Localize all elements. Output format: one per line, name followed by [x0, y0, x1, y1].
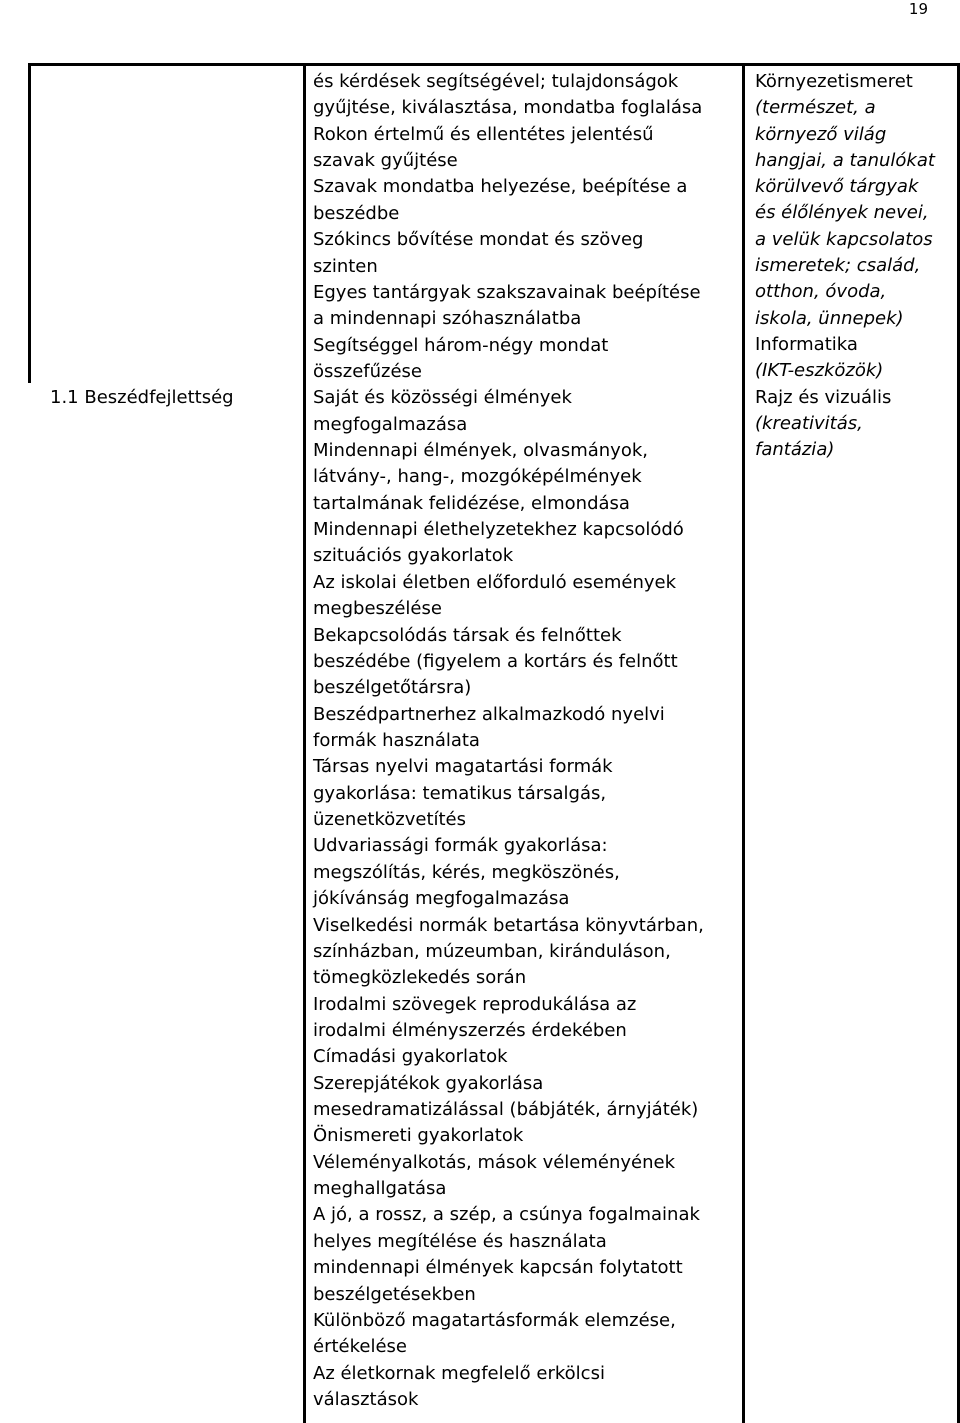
column-divider-2: [742, 63, 745, 1423]
activity-line: összefűzése: [313, 360, 423, 382]
activity-line: beszédébe (figyelem a kortárs és felnőtt: [313, 650, 678, 672]
activity-line: A jó, a rossz, a szép, a csúnya fogalmainak: [313, 1204, 700, 1226]
activity-line: tömegközlekedés során: [313, 967, 527, 989]
activity-line: Beszédpartnerhez alkalmazkodó nyelvi: [313, 703, 665, 725]
link-line: ismeretek; család,: [755, 255, 921, 277]
activity-line: megfogalmazása: [313, 413, 468, 435]
activity-line: beszélgetőtársra): [313, 677, 472, 699]
activity-line: mindennapi élmények kapcsán folytatott: [313, 1257, 683, 1279]
link-line: (természet, a: [755, 97, 876, 119]
page-number: 19: [908, 0, 928, 18]
activity-line: tartalmának felidézése, elmondása: [313, 492, 630, 514]
cross-curricular-links-cell: [755, 69, 955, 463]
activity-line: Bekapcsolódás társak és felnőttek: [313, 624, 622, 646]
column-divider-1: [303, 63, 306, 1423]
activity-line: beszélgetésekben: [313, 1283, 476, 1305]
activity-line: szituációs gyakorlatok: [313, 545, 514, 567]
activity-line: megbeszélése: [313, 598, 442, 620]
activity-line: Rokon értelmű és ellentétes jelentésű: [313, 123, 654, 145]
activity-line: Az életkornak megfelelő erkölcsi: [313, 1362, 605, 1384]
link-line: Környezetismeret: [755, 71, 913, 92]
activity-line: üzenetközvetítés: [313, 809, 467, 831]
link-line: otthon, óvoda,: [755, 281, 887, 303]
activity-line: a mindennapi szóhasználatba: [313, 308, 582, 330]
activity-line: Mindennapi élethelyzetekhez kapcsolódó: [313, 519, 684, 541]
activity-line: Társas nyelvi magatartási formák: [313, 756, 613, 778]
activity-line: gyakorlása: tematikus társalgás,: [313, 782, 607, 804]
activity-line: Irodalmi szövegek reprodukálása az: [313, 993, 637, 1015]
activity-line: Önismereti gyakorlatok: [313, 1125, 524, 1147]
activity-line: Udvariassági formák gyakorlása:: [313, 835, 608, 857]
link-line: környező világ: [755, 123, 887, 145]
activity-line: megszólítás, kérés, megköszönés,: [313, 861, 620, 883]
activity-line: irodalmi élményszerzés érdekében: [313, 1019, 627, 1041]
activity-line: Az iskolai életben előforduló események: [313, 571, 677, 593]
activity-line: jókívánság megfogalmazása: [313, 888, 570, 910]
activity-line: értékelése: [313, 1336, 407, 1358]
activities-cell: [313, 69, 733, 1413]
activity-line: színházban, múzeumban, kiránduláson,: [313, 940, 671, 962]
link-line: iskola, ünnepek): [755, 307, 904, 329]
link-line: fantázia): [755, 439, 835, 461]
activity-line: Egyes tantárgyak szakszavainak beépítése: [313, 281, 701, 303]
activity-line: mesedramatizálással (bábjáték, árnyjáték): [313, 1099, 699, 1121]
link-line: (IKT-eszközök): [755, 360, 884, 382]
activity-line: Szókincs bővítése mondat és szöveg: [313, 229, 644, 251]
activity-line: szavak gyűjtése: [313, 150, 458, 172]
activity-line: és kérdések segítségével; tulajdonságok: [313, 71, 679, 92]
activity-line: Különböző magatartásformák elemzése,: [313, 1309, 676, 1331]
activity-line: szinten: [313, 255, 378, 277]
activity-line: formák használata: [313, 729, 480, 751]
activity-line: gyűjtése, kiválasztása, mondatba foglalása: [313, 97, 703, 119]
topic-label: 1.1 Beszédfejlettség: [50, 387, 234, 408]
activity-line: választások: [313, 1388, 419, 1410]
activity-line: helyes megítélése és használata: [313, 1230, 607, 1252]
link-line: hangjai, a tanulókat: [755, 149, 935, 171]
activity-line: Mindennapi élmények, olvasmányok,: [313, 440, 648, 462]
activity-line: Segítséggel három-négy mondat: [313, 334, 609, 356]
activity-line: meghallgatása: [313, 1178, 447, 1200]
link-line: körülvevő tárgyak: [755, 176, 919, 198]
link-line: és élőlények nevei,: [755, 202, 929, 224]
activity-line: Véleményalkotás, mások véleményének: [313, 1151, 676, 1173]
activity-line: Szerepjátékok gyakorlása: [313, 1072, 544, 1094]
link-line: (kreativitás,: [755, 412, 863, 434]
activity-line: Címadási gyakorlatok: [313, 1046, 508, 1068]
link-line: Informatika: [755, 333, 858, 355]
activity-line: látvány-, hang-, mozgóképélmények: [313, 466, 642, 488]
activity-line: beszédbe: [313, 202, 400, 224]
link-line: Rajz és vizuális: [755, 386, 892, 408]
activity-line: Saját és közösségi élmények: [313, 387, 572, 409]
table-top-border: [28, 63, 960, 66]
table-left-border: [28, 63, 31, 383]
link-line: a velük kapcsolatos: [755, 228, 933, 250]
activity-line: Szavak mondatba helyezése, beépítése a: [313, 176, 688, 198]
activity-line: Viselkedési normák betartása könyvtárban,: [313, 914, 704, 936]
